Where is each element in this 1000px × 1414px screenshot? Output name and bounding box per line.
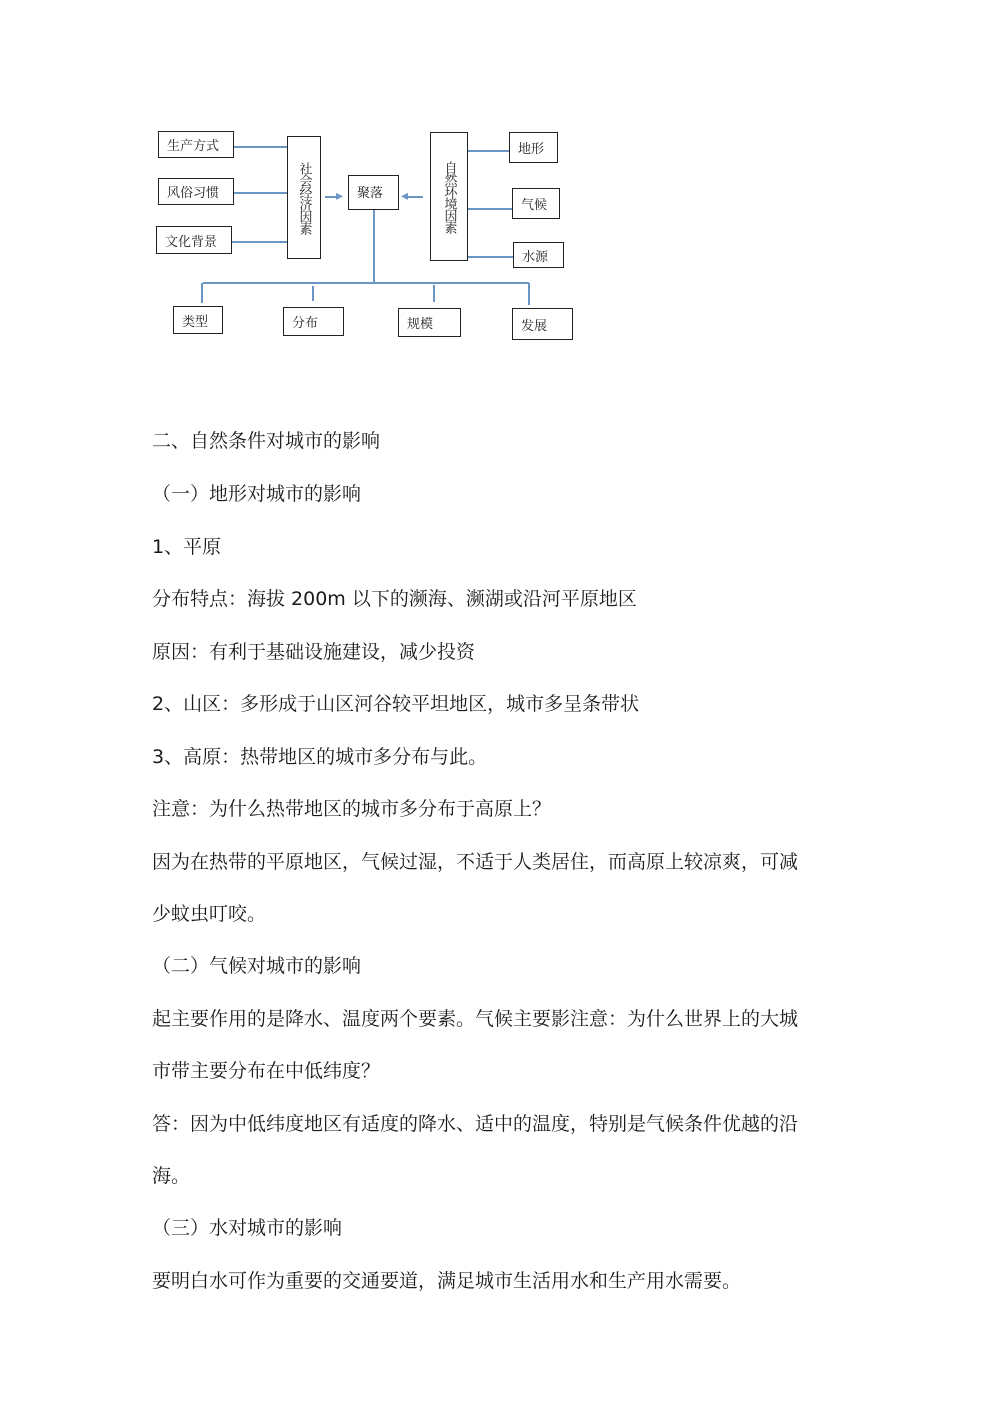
settlement-label: 聚落 [357, 186, 384, 201]
paragraph: 少蚊虫叮咬。 [152, 903, 267, 925]
connector-line [234, 192, 287, 194]
outcome-label: 规模 [407, 317, 434, 332]
arrow-right-icon: ▸ [336, 188, 344, 204]
branch-line [528, 283, 530, 305]
subsection-heading: （二）气候对城市的影响 [152, 955, 362, 977]
list-heading: 1、平原 [152, 536, 222, 558]
social-economic-label: 社会经济因素 [296, 161, 312, 234]
paragraph: 市带主要分布在中低纬度？ [152, 1060, 381, 1082]
paragraph: 起主要作用的是降水、温度两个要素。气候主要影注意：为什么世界上的大城 [152, 1008, 799, 1030]
factor-label: 风俗习惯 [167, 186, 220, 201]
arrow-line-right [408, 196, 423, 198]
outcome-label: 类型 [182, 314, 209, 330]
settlement-factors-diagram [0, 0, 1000, 360]
paragraph: 要明白水可作为重要的交通要道，满足城市生活用水和生产用水需要。 [152, 1270, 742, 1292]
branch-line [433, 285, 435, 302]
paragraph: 3、高原：热带地区的城市多分布与此。 [152, 746, 488, 768]
paragraph: 答：因为中低纬度地区有适度的降水、适中的温度，特别是气候条件优越的沿 [152, 1113, 799, 1135]
arrow-left-icon: ◂ [401, 188, 409, 204]
factor-box-terrain [509, 132, 558, 163]
paragraph: 海。 [152, 1165, 191, 1187]
subsection-heading: （一）地形对城市的影响 [152, 483, 362, 505]
paragraph: 原因：有利于基础设施建设，减少投资 [152, 641, 476, 663]
branch-line [201, 283, 203, 303]
connector-line [468, 150, 509, 152]
outcome-label: 发展 [521, 318, 548, 334]
outcome-label: 分布 [292, 316, 319, 331]
outcome-box-distribution [283, 307, 344, 336]
factor-box-water [513, 242, 564, 268]
trunk-line [373, 210, 375, 283]
factor-label: 文化背景 [165, 234, 218, 250]
outcome-box-development [512, 308, 573, 340]
outcome-box-scale [398, 308, 461, 337]
section-heading: 二、自然条件对城市的影响 [152, 430, 381, 452]
paragraph: 2、山区：多形成于山区河谷较平坦地区，城市多呈条带状 [152, 693, 640, 715]
connector-line [232, 241, 287, 243]
paragraph: 分布特点：海拔 200m 以下的濒海、濒湖或沿河平原地区 [152, 588, 637, 610]
paragraph: 因为在热带的平原地区，气候过湿，不适于人类居住，而高原上较凉爽，可减 [152, 851, 799, 873]
factor-box-customs [158, 178, 234, 205]
factor-box-climate [512, 188, 560, 219]
connector-line [468, 208, 512, 210]
natural-environment-factors-box [430, 132, 468, 261]
settlement-box [348, 175, 399, 210]
factor-label: 气候 [521, 198, 548, 213]
factor-label: 地形 [518, 142, 545, 157]
bus-line [203, 282, 529, 284]
factor-label: 生产方式 [167, 139, 220, 154]
connector-line [234, 146, 287, 148]
social-economic-factors-box [287, 136, 321, 259]
outcome-box-type [173, 306, 223, 334]
subsection-heading: （三）水对城市的影响 [152, 1217, 343, 1239]
factor-label: 水源 [522, 249, 549, 265]
factor-box-production-mode [158, 131, 234, 158]
connector-line [468, 256, 513, 258]
natural-environment-label: 自然环境因素 [441, 160, 457, 233]
factor-box-culture [156, 226, 232, 254]
branch-line [312, 286, 314, 301]
paragraph: 注意：为什么热带地区的城市多分布于高原上？ [152, 798, 552, 820]
